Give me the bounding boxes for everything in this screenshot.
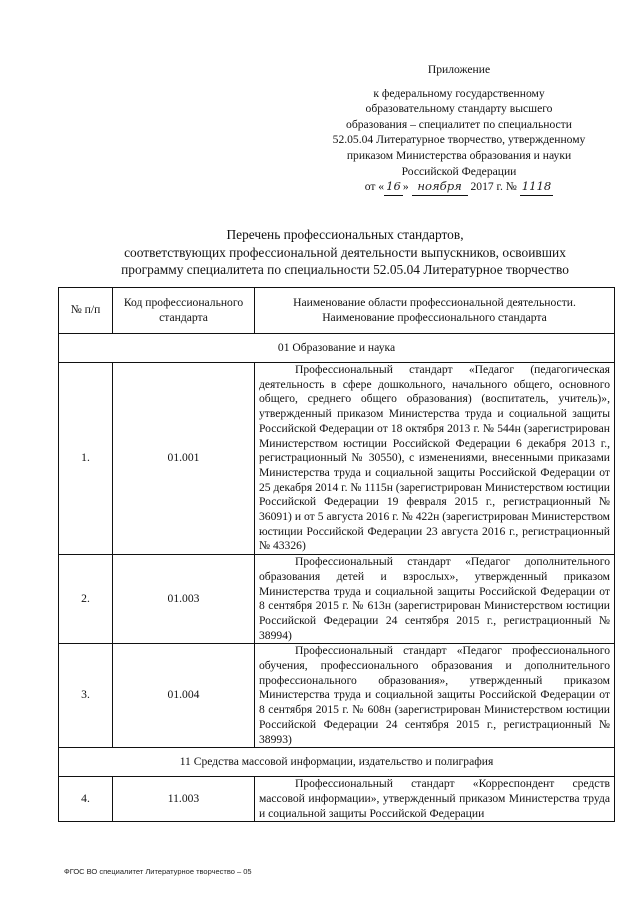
standards-table bbox=[58, 287, 615, 822]
section-row bbox=[59, 334, 615, 363]
row-description: Профессиональный стандарт «Педагог дополнительного образования детей и взрослых», утвержденный приказом Министерства труда и социальной защиты Российской Федерации от 8 сентября 2015 г. № 613н (зарегистрирован Министерством юстиции Российской Федерации 24 сентября 2015 г., регистрационный № 38994) bbox=[255, 555, 615, 644]
row-number: 2. bbox=[59, 555, 113, 644]
table-row bbox=[59, 777, 615, 822]
section-title: 11 Средства массовой информации, издательство и полиграфия bbox=[59, 748, 615, 777]
table-header-row bbox=[59, 288, 615, 334]
date-year: 2017 г. № bbox=[470, 180, 517, 194]
annex-header bbox=[300, 62, 618, 196]
annex-line: образовательному стандарту высшего bbox=[365, 102, 553, 116]
title-line: Перечень профессиональных стандартов, bbox=[226, 227, 464, 242]
section-title: 01 Образование и наука bbox=[59, 334, 615, 363]
annex-line: 52.05.04 Литературное творчество, утвержденному bbox=[332, 133, 586, 147]
annex-line: образования – специалитет по специальности bbox=[346, 117, 572, 131]
row-code: 01.003 bbox=[113, 555, 255, 644]
document-title bbox=[60, 226, 630, 279]
row-code: 11.003 bbox=[113, 777, 255, 822]
date-day-handwritten: 16 bbox=[384, 179, 403, 196]
date-mid: » bbox=[402, 180, 409, 194]
header-num: № п/п bbox=[59, 288, 113, 334]
row-code: 01.001 bbox=[113, 363, 255, 555]
annex-line: Российской Федерации bbox=[401, 164, 517, 178]
table-row bbox=[59, 363, 615, 555]
page-footer: ФГОС ВО специалитет Литературное творчество – 05 bbox=[64, 867, 252, 876]
header-code: Код профессионального стандарта bbox=[113, 288, 255, 334]
row-description: Профессиональный стандарт «Педагог (педагогическая деятельность в сфере дошкольного, начального общего, основного общего, среднего общего образования) (воспитатель, учитель)», утвержденный приказом Министерства труда и социальной защиты Российской Федерации от 18 октября 2013 г. № 544н (зарегистрирован Министерством юстиции Российской Федерации 6 декабря 2013 г., регистрационный № 30550), с изменениями, внесенными приказами Министерства труда и социальной защиты Российской Федерации от 25 декабря 2014 г. № 1115н (зарегистрирован Министерством юстиции Российской Федерации 19 февраля 2015 г., регистрационный № 36091) и от 5 августа 2016 г. № 422н (зарегистрирован Министерством юстиции Российской Федерации 23 августа 2016 г., регистрационный № 43326) bbox=[255, 363, 615, 555]
row-description: Профессиональный стандарт «Педагог профессионального обучения, профессионального образования и дополнительного профессионального образования», утвержденный приказом Министерства труда и социальной защиты Российской Федерации от 8 сентября 2015 г. № 608н (зарегистрирован Министерством юстиции Российской Федерации 24 сентября 2015 г., регистрационный № 38993) bbox=[255, 644, 615, 748]
annex-line: к федеральному государственному bbox=[373, 86, 545, 100]
table-row bbox=[59, 555, 615, 644]
date-prefix: от « bbox=[364, 180, 385, 194]
row-number: 4. bbox=[59, 777, 113, 822]
annex-line: приказом Министерства образования и науки bbox=[346, 148, 572, 162]
header-name: Наименование области профессиональной деятельности. Наименование профессионального стандарта bbox=[255, 288, 615, 334]
row-description-cell bbox=[255, 777, 615, 822]
annex-date bbox=[300, 179, 618, 196]
title-line: программу специалитета по специальности 52.05.04 Литературное творчество bbox=[121, 262, 569, 277]
table-row bbox=[59, 644, 615, 748]
row-description: Профессиональный стандарт «Корреспондент средств массовой информации», утвержденный приказом Министерства труда и социальной защиты Российской Федерации bbox=[259, 777, 610, 820]
row-number: 3. bbox=[59, 644, 113, 748]
annex-title: Приложение bbox=[427, 63, 491, 76]
row-code: 01.004 bbox=[113, 644, 255, 748]
section-row bbox=[59, 748, 615, 777]
order-number-handwritten: 1118 bbox=[520, 179, 554, 196]
date-month-handwritten: ноября bbox=[412, 179, 468, 196]
title-line: соответствующих профессиональной деятельности выпускников, освоивших bbox=[124, 244, 566, 260]
row-number: 1. bbox=[59, 363, 113, 555]
